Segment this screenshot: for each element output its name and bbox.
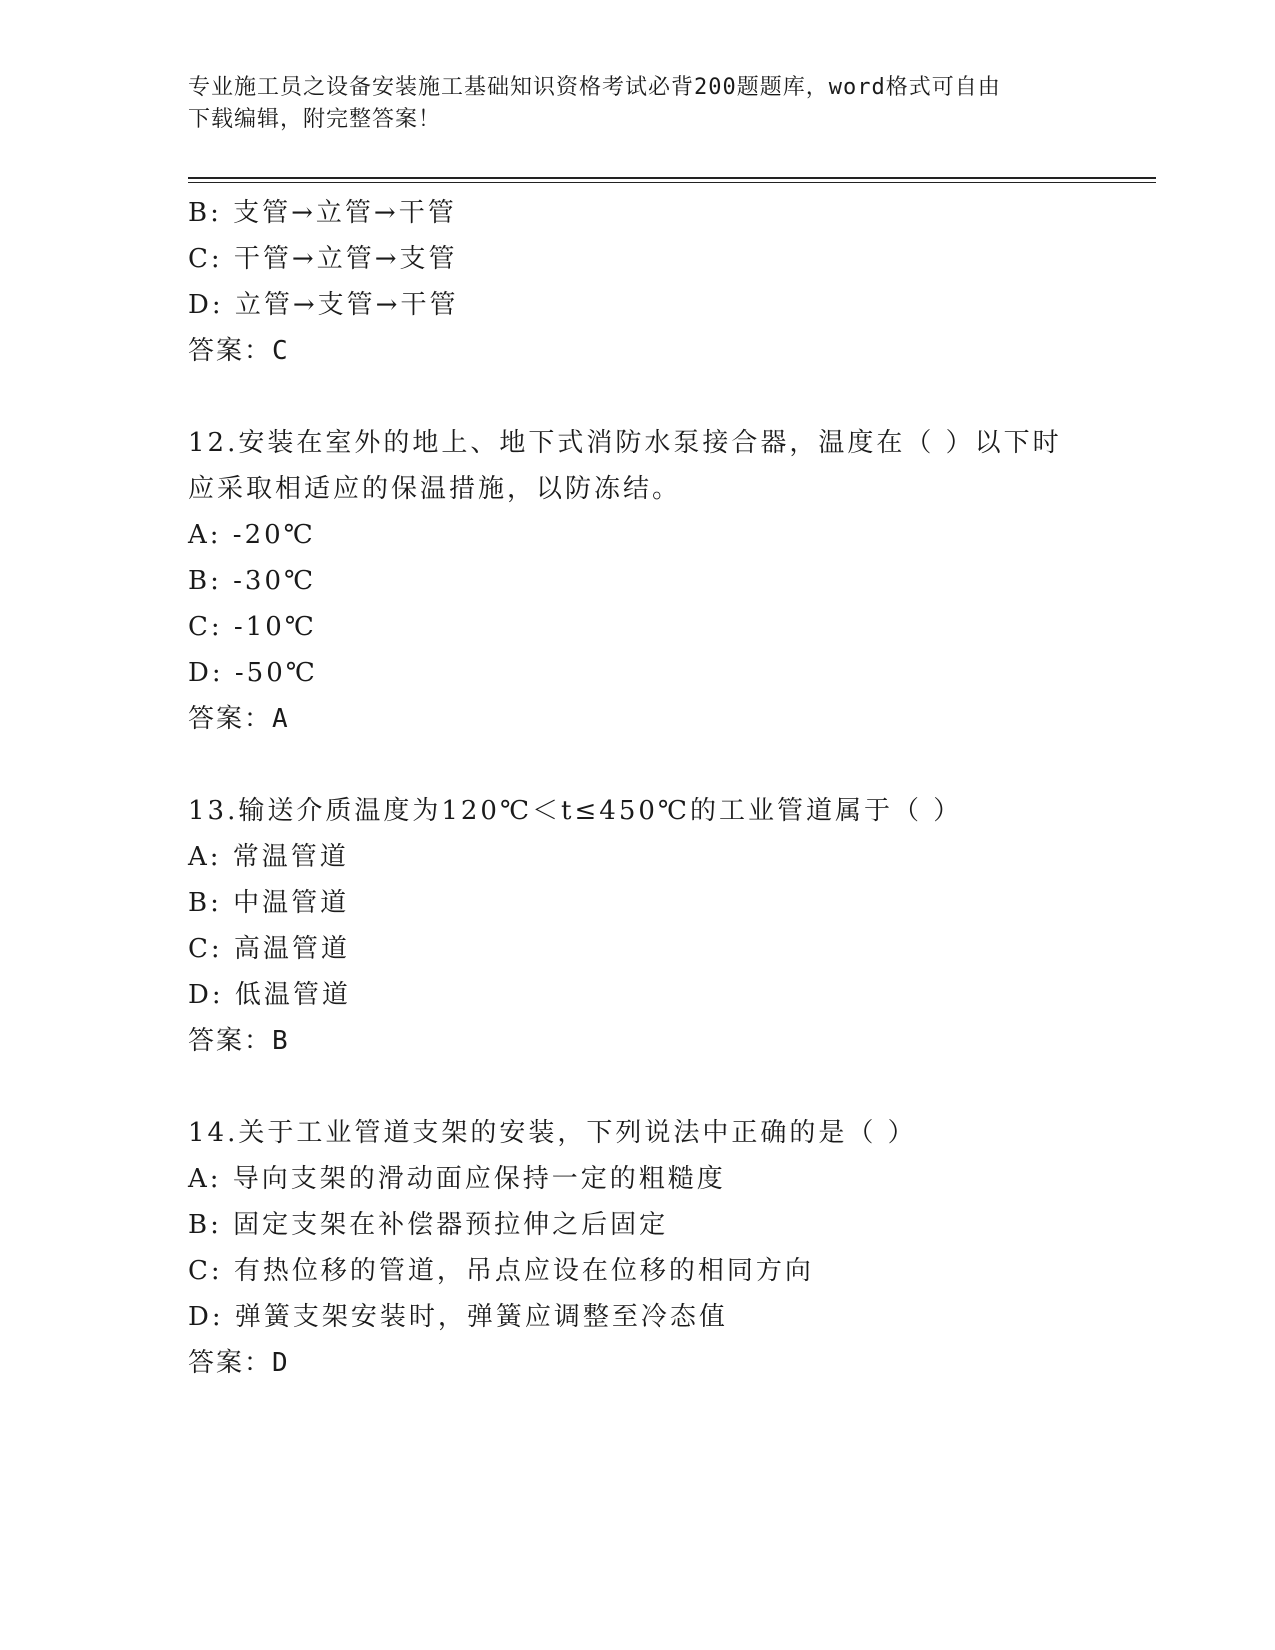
option-a: A: -20℃ — [188, 520, 316, 550]
option-b: B: 支管→立管→干管 — [188, 198, 457, 228]
option-d: D: 弹簧支架安装时，弹簧应调整至冷态值 — [188, 1302, 728, 1332]
question-stem: 14.关于工业管道支架的安装，下列说法中正确的是（ ） — [188, 1118, 917, 1148]
option-c: C: -10℃ — [188, 612, 317, 642]
option-b: B: 固定支架在补偿器预拉伸之后固定 — [188, 1210, 669, 1240]
option-b: B: -30℃ — [188, 566, 317, 596]
question-12 — [188, 420, 1088, 742]
answer-line: 答案：C — [188, 336, 290, 366]
option-d: D: 立管→支管→干管 — [188, 290, 459, 320]
option-b: B: 中温管道 — [188, 888, 350, 918]
option-d: D: -50℃ — [188, 658, 318, 688]
question-13 — [188, 788, 1088, 1064]
question-stem: 12.安装在室外的地上、地下式消防水泵接合器，温度在（ ）以下时 — [188, 428, 1062, 458]
option-c: C: 干管→立管→支管 — [188, 244, 458, 274]
header-divider-thick — [188, 177, 1156, 179]
header-line-2: 下载编辑，附完整答案！ — [188, 107, 442, 132]
header-line-1: 专业施工员之设备安装施工基础知识资格考试必背200题题库，word格式可自由 — [188, 75, 1001, 100]
option-d: D: 低温管道 — [188, 980, 351, 1010]
question-14 — [188, 1110, 1088, 1386]
answer-line: 答案：D — [188, 1348, 290, 1378]
answer-line: 答案：A — [188, 704, 290, 734]
question-list — [188, 190, 1088, 1386]
question-stem-cont: 应采取相适应的保温措施，以防冻结。 — [188, 474, 682, 504]
answer-line: 答案：B — [188, 1026, 290, 1056]
option-a: A: 导向支架的滑动面应保持一定的粗糙度 — [188, 1164, 726, 1194]
option-c: C: 高温管道 — [188, 934, 350, 964]
page-header — [188, 72, 1088, 136]
option-c: C: 有热位移的管道，吊点应设在位移的相同方向 — [188, 1256, 814, 1286]
question-11-continued — [188, 190, 1088, 374]
question-stem: 13.输送介质温度为120℃＜t≤450℃的工业管道属于（ ） — [188, 796, 963, 826]
option-a: A: 常温管道 — [188, 842, 349, 872]
header-divider-thin — [188, 182, 1156, 183]
